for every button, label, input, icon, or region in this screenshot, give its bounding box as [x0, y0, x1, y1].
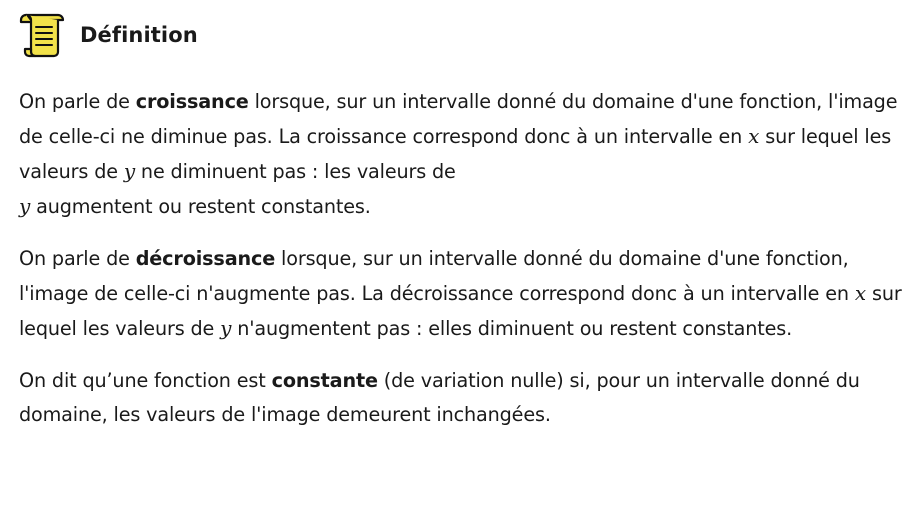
text-segment: On parle de	[19, 90, 136, 113]
text-segment: On dit qu’une fonction est	[19, 369, 272, 392]
paragraph-croissance	[19, 85, 914, 224]
text-segment: (de variation nulle) si, pour un intervalle donné du domaine, les valeurs de l'image demeurent inchangées.	[19, 369, 860, 426]
text-segment: lorsque, sur un intervalle donné du domaine d'une fonction, l'image de celle-ci n'augmente pas. La décroissance correspond donc à un intervalle en	[19, 247, 855, 305]
math-variable-y: y	[19, 194, 31, 218]
page-title: Définition	[80, 23, 198, 47]
definition-body	[19, 85, 914, 450]
text-segment: sur lequel les valeurs de	[19, 282, 902, 340]
term-croissance: croissance	[135, 90, 249, 113]
text-segment: lorsque, sur un intervalle donné du domaine d'une fonction, l'image de celle-ci ne diminue pas. La croissance correspond donc à un intervalle en	[19, 90, 898, 148]
term-decroissance: décroissance	[135, 247, 276, 270]
text-segment: ne diminuent pas : les valeurs de	[134, 160, 456, 183]
math-variable-x: x	[854, 281, 867, 305]
math-variable-x: x	[748, 124, 760, 148]
math-variable-y: y	[220, 316, 232, 340]
math-variable-y: y	[123, 159, 135, 183]
term-constante: constante	[271, 369, 378, 392]
text-segment: On parle de	[19, 247, 136, 270]
paragraph-constante	[19, 364, 914, 432]
text-segment: augmentent ou restent constantes.	[30, 195, 371, 218]
text-segment: sur lequel les valeurs de	[19, 125, 892, 183]
paragraph-decroissance	[19, 242, 914, 346]
scroll-icon	[18, 12, 66, 58]
definition-header	[18, 12, 198, 58]
text-segment: n'augmentent pas : elles diminuent ou restent constantes.	[231, 317, 793, 340]
